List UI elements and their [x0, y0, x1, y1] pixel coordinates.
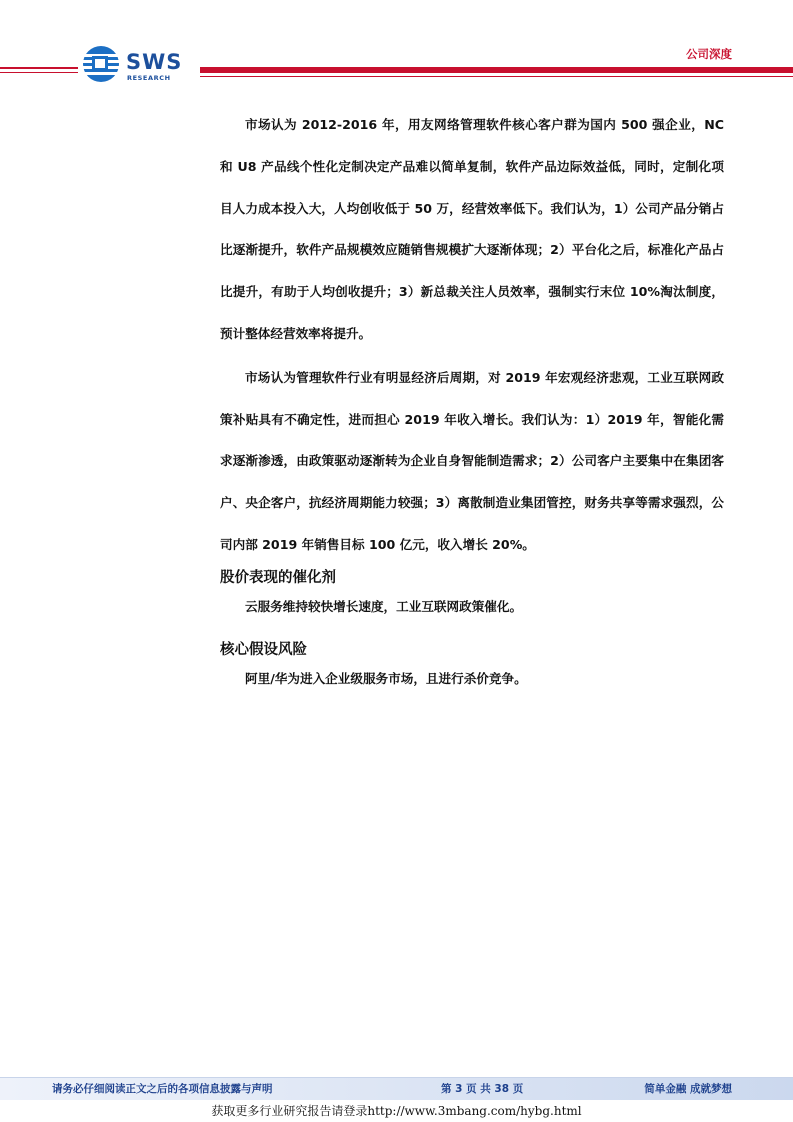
footer-slogan: 简单金融 成就梦想: [644, 1083, 732, 1095]
header-rule-left: [0, 67, 78, 69]
report-type-label: 公司深度: [686, 47, 732, 61]
brand-name: SWS: [126, 50, 183, 74]
footer-download-note: 获取更多行业研究报告请登录http://www.3mbang.com/hybg.html: [211, 1104, 582, 1118]
footer-disclaimer: 请务必仔细阅读正文之后的各项信息披露与声明: [52, 1083, 273, 1095]
main-content: [220, 104, 724, 694]
section-title-catalyst: 股价表现的催化剂: [220, 569, 336, 586]
section-text-risk: 阿里/华为进入企业级服务市场，且进行杀价竞争。: [245, 670, 527, 686]
header-rule-right: [200, 67, 793, 73]
paragraph-market-view-1: 市场认为 2012-2016 年，用友网络管理软件核心客户群为国内 500 强企业，NC 和 U8 产品线个性化定制决定产品难以简单复制，软件产品边际效益低，同时，定制化项目人力成本投入大，人均创收低于 50 万，经营效率低下。我们认为，1）公司产品分销占比逐渐提升，软件产品规模效应随销售规模扩大逐渐体现；2）平台化之后，标准化产品占比提升，有助于人均创收提升；3）新总裁关注人员效率，强制实行末位 10%淘汰制度，预计整体经营效率将提升。: [220, 117, 724, 341]
brand-subtitle: RESEARCH: [127, 74, 171, 82]
footer-page-info: 第 3 页 共 38 页: [441, 1083, 524, 1095]
page-header: [0, 0, 793, 100]
header-rule-right-thin: [200, 76, 793, 77]
section-title-risk: 核心假设风险: [220, 641, 307, 658]
section-text-catalyst: 云服务维持较快增长速度，工业互联网政策催化。: [245, 598, 523, 614]
paragraph-market-view-2: 市场认为管理软件行业有明显经济后周期，对 2019 年宏观经济悲观，工业互联网政策补贴具有不确定性，进而担心 2019 年收入增长。我们认为：1）2019 年，智能化需求逐渐渗透，由政策驱动逐渐转为企业自身智能制造需求；2）公司客户主要集中在集团客户、央企客户，抗经济周期能力较强；3）离散制造业集团管控，财务共享等需求强烈，公司内部 2019 年销售目标 100 亿元，收入增长 20%。: [220, 369, 724, 552]
header-rule-left-thin: [0, 72, 78, 73]
